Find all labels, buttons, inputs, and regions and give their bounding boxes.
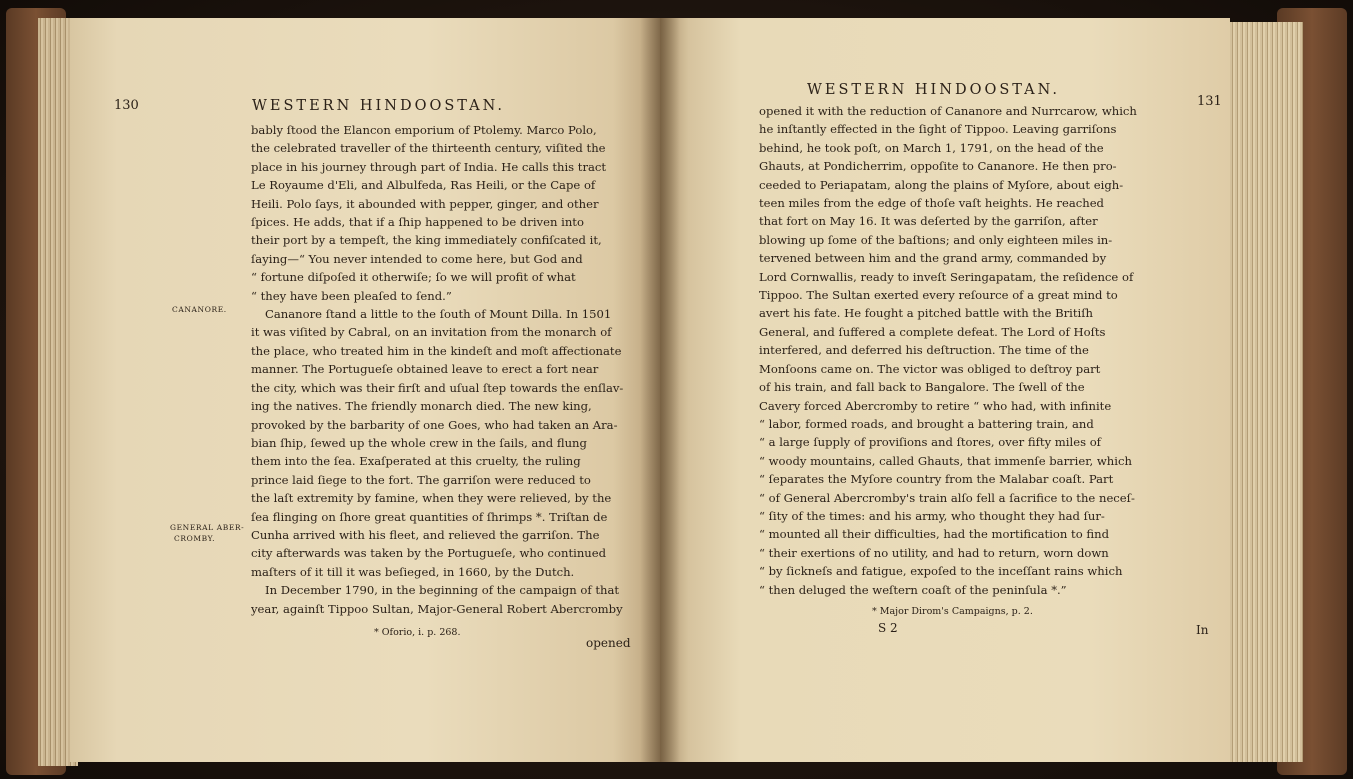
running-head: WESTERN HINDOOSTAN. [807, 82, 1061, 98]
text-line: Cavery forced Abercromby to retire “ who had, with infinite [759, 398, 1112, 413]
footnote: * Oforio, i. p. 268. [374, 627, 461, 638]
text-line: “ by ſickneſs and fatigue, expoſed to the inceſſant rains which [759, 564, 1123, 579]
text-line: ſaying—“ You never intended to come here, but God and [251, 251, 583, 266]
text-line: avert his fate. He fought a pitched battle with the Britiſh [759, 306, 1093, 321]
text-line: “ of General Abercromby's train alſo fell a ſacrifice to the neceſ- [759, 490, 1135, 505]
text-line: “ their exertions of no utility, and had to return, worn down [759, 545, 1109, 560]
margin-note-cromby: CROMBY. [174, 534, 216, 543]
text-line: provoked by the barbarity of one Goes, who had taken an Ara- [251, 417, 618, 432]
text-line: bably ſtood the Elancon emporium of Ptolemy. Marco Polo, [251, 123, 597, 137]
text-line: he inſtantly effected in the ſight of Tippoo. Leaving garriſons [759, 122, 1117, 137]
text-line: the laſt extremity by famine, when they were relieved, by the [251, 491, 612, 506]
catchword: opened [586, 636, 631, 650]
running-head: WESTERN HINDOOSTAN. [252, 98, 506, 114]
right-body-text [759, 102, 1151, 599]
page-number: 130 [114, 98, 139, 113]
text-line: ceeded to Periapatam, along the plains of Myſore, about eigh- [759, 177, 1124, 192]
book-gutter [640, 18, 680, 762]
text-line: year, againſt Tippoo Sultan, Major-General Robert Abercromby [251, 601, 623, 616]
text-line: city afterwards was taken by the Portugueſe, who continued [251, 546, 607, 561]
left-body-text [251, 121, 639, 618]
text-line: “ labor, formed roads, and brought a battering train, and [759, 416, 1094, 431]
text-line: that fort on May 16. It was deſerted by the garriſon, after [759, 214, 1098, 229]
text-line: prince laid ſiege to the fort. The garriſon were reduced to [251, 472, 591, 487]
text-line: it was viſited by Cabral, on an invitation from the monarch of [251, 325, 612, 340]
text-line: interfered, and deferred his deſtruction. The time of the [759, 343, 1089, 358]
text-line: tervened between him and the grand army, commanded by [759, 251, 1107, 266]
text-line: ſpices. He adds, that if a ſhip happened to be driven into [251, 215, 584, 230]
text-line: of his train, and fall back to Bangalore. The ſwell of the [759, 380, 1085, 395]
text-line: teen miles from the edge of thoſe vaſt heights. He reached [759, 196, 1104, 211]
text-line: “ woody mountains, called Ghauts, that immenſe barrier, which [759, 453, 1132, 468]
page-stack-right [1225, 22, 1303, 762]
text-line: Ghauts, at Pondicherrim, oppoſite to Cananore. He then pro- [759, 159, 1117, 174]
footnote: * Major Dirom's Campaigns, p. 2. [872, 606, 1033, 617]
text-line: “ mounted all their difficulties, had the mortification to find [759, 527, 1109, 542]
signature-mark: S 2 [878, 621, 898, 635]
text-line: “ then deluged the weſtern coaſt of the peninſula *.” [759, 582, 1067, 597]
text-line: Monſoons came on. The victor was obliged to deſtroy part [759, 361, 1101, 376]
text-line: their port by a tempeſt, the king immediately confiſcated it, [251, 233, 602, 248]
text-line: “ ſity of the times: and his army, who thought they had ſur- [759, 508, 1105, 523]
text-line: manner. The Portugueſe obtained leave to erect a fort near [251, 362, 599, 377]
catchword: In [1196, 623, 1209, 637]
text-line: “ fortune diſpoſed it otherwiſe; ſo we will profit of what [251, 270, 576, 285]
text-line: the celebrated traveller of the thirteenth century, viſited the [251, 141, 606, 156]
left-page [70, 18, 660, 762]
right-page [660, 18, 1230, 762]
text-line: “ ſeparates the Myſore country from the Malabar coaſt. Part [759, 472, 1114, 487]
text-line: behind, he took poſt, on March 1, 1791, on the head of the [759, 140, 1104, 155]
text-line: Cunha arrived with his fleet, and relieved the garriſon. The [251, 527, 600, 542]
text-line: Cananore ſtand a little to the ſouth of Mount Dilla. In 1501 [265, 307, 612, 322]
text-line: Le Royaume d'Eli, and Albulfeda, Ras Heili, or the Cape of [251, 178, 596, 193]
text-line: Tippoo. The Sultan exerted every reſource of a great mind to [759, 288, 1118, 303]
page-number: 131 [1197, 94, 1222, 109]
text-line: blowing up ſome of the baſtions; and only eighteen miles in- [759, 232, 1113, 247]
text-line: ing the natives. The friendly monarch died. The new king, [251, 399, 592, 414]
text-line: bian ſhip, ſewed up the whole crew in the ſails, and flung [251, 435, 587, 450]
text-line: Heili. Polo ſays, it abounded with pepper, ginger, and other [251, 196, 599, 211]
text-line: ſea flinging on ſhore great quantities of ſhrimps *. Triſtan de [251, 509, 608, 524]
text-line: them into the ſea. Exaſperated at this cruelty, the ruling [251, 454, 581, 469]
text-line: place in his journey through part of India. He calls this tract [251, 159, 607, 174]
text-line: Lord Cornwallis, ready to inveſt Seringapatam, the reſidence of [759, 269, 1134, 284]
margin-note-general-aber: GENERAL ABER- [170, 523, 245, 532]
text-line: the city, which was their firſt and uſual ſtep towards the enſlav- [251, 380, 624, 395]
text-line: maſters of it till it was beſieged, in 1660, by the Dutch. [251, 564, 575, 579]
text-line: General, and ſuffered a complete defeat. The Lord of Hoſts [759, 324, 1106, 339]
text-line: opened it with the reduction of Cananore and Nurrcarow, which [759, 104, 1137, 118]
text-line: In December 1790, in the beginning of the campaign of that [265, 583, 620, 598]
text-line: “ a large ſupply of proviſions and ſtores, over fifty miles of [759, 435, 1101, 450]
text-line: “ they have been pleaſed to ſend.” [251, 288, 452, 303]
margin-note-cananore: CANANORE. [172, 305, 227, 314]
text-line: the place, who treated him in the kindeſt and moſt affectionate [251, 343, 622, 358]
